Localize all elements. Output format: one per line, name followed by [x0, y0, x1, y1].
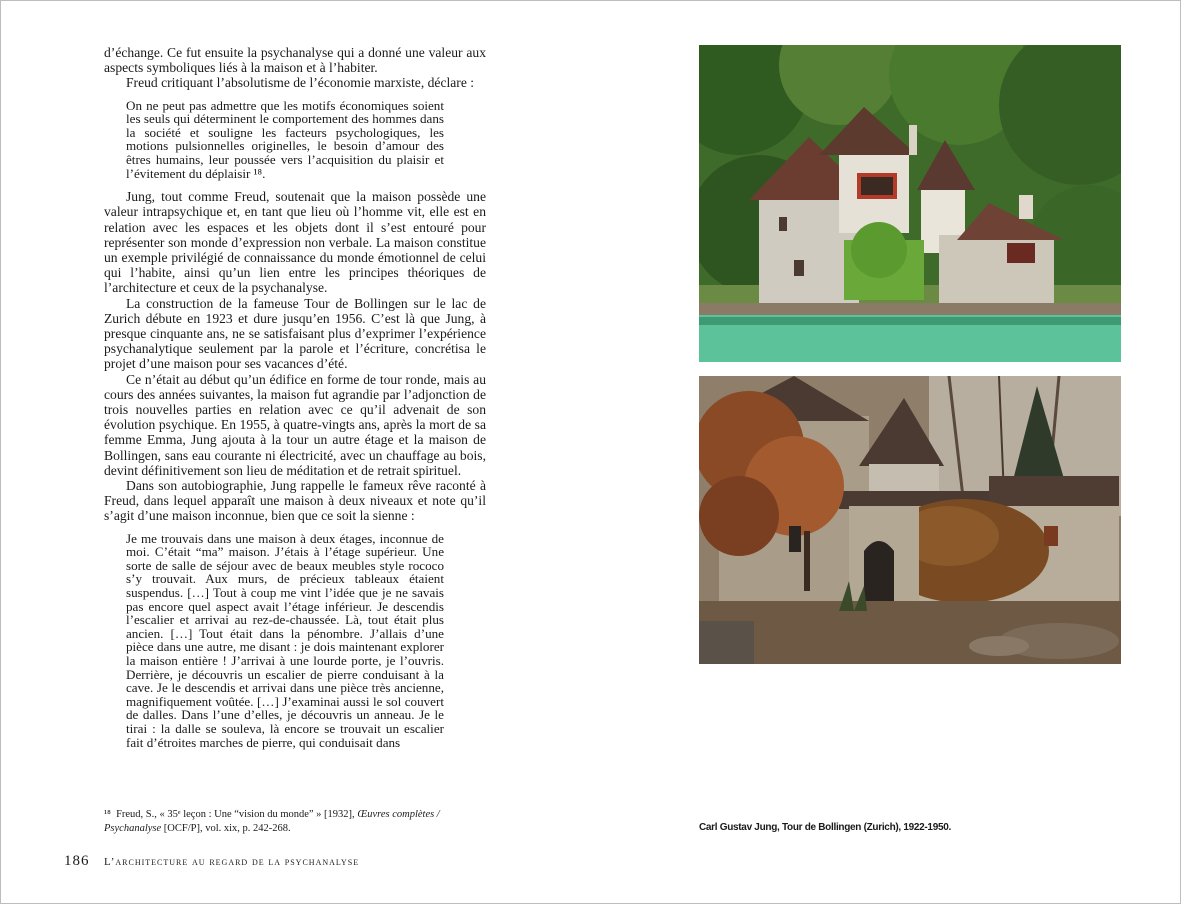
jung-quote: Je me trouvais dans une maison à deux étages, inconnue de moi. C’était “ma” maison. J’étais à l’étage supérieur. Une sorte de salle de séjour avec de beaux meubles style rococo s’y trouvait. Aux murs, de précieux tableaux étaient suspendus. […] Tout à coup me vint l’idée que je ne savais pas encore quel aspect avait l’étage inférieur. Je descendis l’escalier et arrivai au rez-de-chaussée. Là, tout était plus ancien. […] Tout était dans la pénombre. J’allais d’une pièce dans une autre, me disant : je dois maintenant explorer la maison entière ! J’arrivai à une lourde porte, je l’ouvris. Derrière, je découvris un escalier de pierre conduisant à la cave. Je le descendis et arrivai dans une pièce très ancienne, magnifiquement voûtée. […] J’examinai aussi le sol couvert de dalles. Dans l’une d’elles, je découvris un anneau. Je le tirai : la dalle se souleva, là encore se trouvait un escalier fait d’étroites marches de pierre, qui conduisait dans	[126, 530, 444, 750]
paragraph-1: d’échange. Ce fut ensuite la psychanalyse qui a donné une valeur aux aspects symboliques liés à la maison et à l’habiter.	[104, 45, 486, 76]
footnote-number: ¹⁸	[104, 809, 111, 820]
photo-caption: Carl Gustav Jung, Tour de Bollingen (Zurich), 1922-1950.	[699, 822, 951, 833]
paragraph-4: La construction de la fameuse Tour de Bollingen sur le lac de Zurich débute en 1923 et dure jusqu’en 1956. C’est là que Jung, à presque cinquante ans, ne se satisfaisant plus d’exprimer l’expérience psychanalytique seulement par la parole et l’écriture, concrétisa le projet d’une maison pour ses vacances d’été.	[104, 295, 486, 372]
paragraph-3: Jung, tout comme Freud, soutenait que la maison possède une valeur intrapsychique et, en tant que lieu où l’homme vit, elle est en relation avec les espaces et les objets dont il s’est entouré pour représenter son monde d’expression non verbale. La maison constitue un exemple privilégié de connaissance du monde émotionnel de celui qui l’habite, ainsi qu’un lien entre les principes théoriques de l’architecture et ceux de la psychanalyse.	[104, 189, 486, 296]
footnote-text-c: [OCF/P], vol. xix, p. 242-268.	[161, 823, 291, 834]
left-page-text	[104, 45, 486, 758]
photo-tower-lake	[699, 45, 1121, 362]
photo-tower-autumn	[699, 376, 1121, 664]
freud-quote: On ne peut pas admettre que les motifs économiques soient les seuls qui déterminent le comportement des hommes dans la société et souligne les facteurs psychologiques, les motions pulsionnelles originelles, le besoin d’amour des êtres humains, leur poussée vers l’acquisition du plaisir et l’évitement du déplaisir ¹⁸.	[126, 97, 444, 181]
page-number: 186	[64, 853, 90, 869]
paragraph-5: Ce n’était au début qu’un édifice en forme de tour ronde, mais au cours des années suivantes, la maison fut agrandie par l’adjonction de trois nouvelles parties en relation avec ce qu’il advenait de son évolution psychique. En 1955, à quatre-vingts ans, après la mort de sa femme Emma, Jung ajouta à la tour un autre étage et la maison de Bollingen, sans eau courante ni électricité, avec un chauffage au bois, devint définitivement son lieu de méditation et de retrait spirituel.	[104, 371, 486, 478]
footnote-text-b: Œuvres complètes / Psychanalyse	[104, 809, 440, 834]
paragraph-2: Freud critiquant l’absolutisme de l’économie marxiste, déclare :	[126, 75, 475, 91]
footnote	[104, 808, 486, 836]
footnote-text-a: Freud, S., « 35ᵉ leçon : Une “vision du monde” » [1932],	[116, 809, 358, 820]
paragraph-6: Dans son autobiographie, Jung rappelle le fameux rêve raconté à Freud, dans lequel apparaît une maison à deux niveaux et note qu’il s’agit d’une maison inconnue, bien que ce soit la sienne :	[104, 478, 486, 524]
running-head: L’architecture au regard de la psychanalyse	[104, 856, 360, 868]
